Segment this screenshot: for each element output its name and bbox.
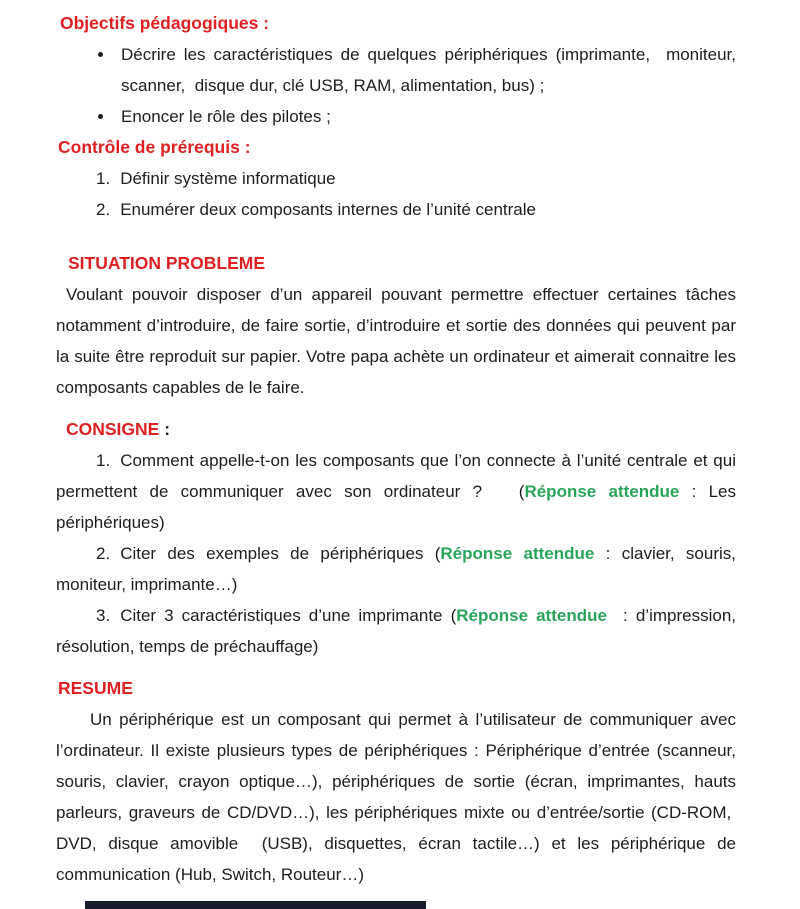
resume-heading: RESUME	[58, 678, 133, 698]
consigne-item-answer: : clavier, souris, moniteur, imprimante…)	[56, 544, 737, 594]
consigne-item-text: Citer 3 caractéristiques d’une imprimante (	[120, 606, 457, 625]
consigne-item	[56, 445, 736, 538]
objectif-item: • Décrire les caractéristiques de quelques périphériques (imprimante, moniteur, scanner, disque dur, clé USB, RAM, alimentation, bus) ;	[115, 39, 736, 101]
prerequis-item-text: Définir système informatique	[120, 169, 336, 188]
consigne-item	[56, 600, 736, 662]
prerequis-item	[56, 163, 736, 194]
consigne-item-text: Comment appelle-t-on les composants que l’on connecte à l’unité centrale et qui permettent de communiquer avec son ordinateur ? (	[56, 451, 736, 501]
prerequis-list	[56, 163, 736, 225]
consigne-item-number: 2.	[96, 544, 111, 563]
situation-heading: SITUATION PROBLEME	[68, 253, 266, 273]
prerequis-heading: Contrôle de prérequis :	[58, 137, 251, 157]
prerequis-item-text: Enumérer deux composants internes de l’unité centrale	[120, 200, 536, 219]
consigne-item-number: 3.	[96, 606, 111, 625]
consigne-item	[56, 538, 736, 600]
consigne-heading	[66, 414, 736, 445]
consigne-item-answer: : Les périphériques)	[56, 482, 736, 532]
reponse-attendue-label: Réponse attendue	[524, 482, 680, 501]
consigne-item-answer: : d’impression, résolution, temps de préchauffage)	[56, 606, 736, 656]
situation-body: Voulant pouvoir disposer d’un appareil pouvant permettre effectuer certaines tâches notamment d’introduire, de faire sortie, d’introduire et sortie des données qui peuvent par la suite être reproduit sur papier. Votre papa achète un ordinateur et aimerait connaitre les composants capables de le faire.	[56, 285, 736, 397]
consigne-heading-colon: :	[159, 419, 171, 439]
prerequis-item-number: 2.	[96, 200, 111, 219]
consigne-heading-label: CONSIGNE	[66, 419, 160, 439]
bottom-bar	[85, 901, 426, 909]
consigne-item-text: Citer des exemples de périphériques (	[120, 544, 441, 563]
reponse-attendue-label: Réponse attendue	[440, 544, 595, 563]
consigne-item-number: 1.	[96, 451, 111, 470]
prerequis-item	[56, 194, 736, 225]
objectifs-list	[56, 39, 736, 132]
prerequis-item-number: 1.	[96, 169, 111, 188]
objectif-item: • Enoncer le rôle des pilotes ;	[115, 101, 736, 132]
objectifs-heading: Objectifs pédagogiques :	[60, 13, 270, 33]
reponse-attendue-label: Réponse attendue	[456, 606, 607, 625]
resume-body: Un périphérique est un composant qui permet à l’utilisateur de communiquer avec l’ordinateur. Il existe plusieurs types de périphériques : Périphérique d’entrée (scanneur, souris, clavier, crayon optique…), périphériques de sortie (écran, imprimantes, hauts parleurs, graveurs de CD/DVD…), les périphériques mixte ou d’entrée/sortie (CD-ROM, DVD, disque amovible (USB), disquettes, écran tactile…) et les périphérique de communication (Hub, Switch, Routeur…)	[56, 710, 736, 884]
